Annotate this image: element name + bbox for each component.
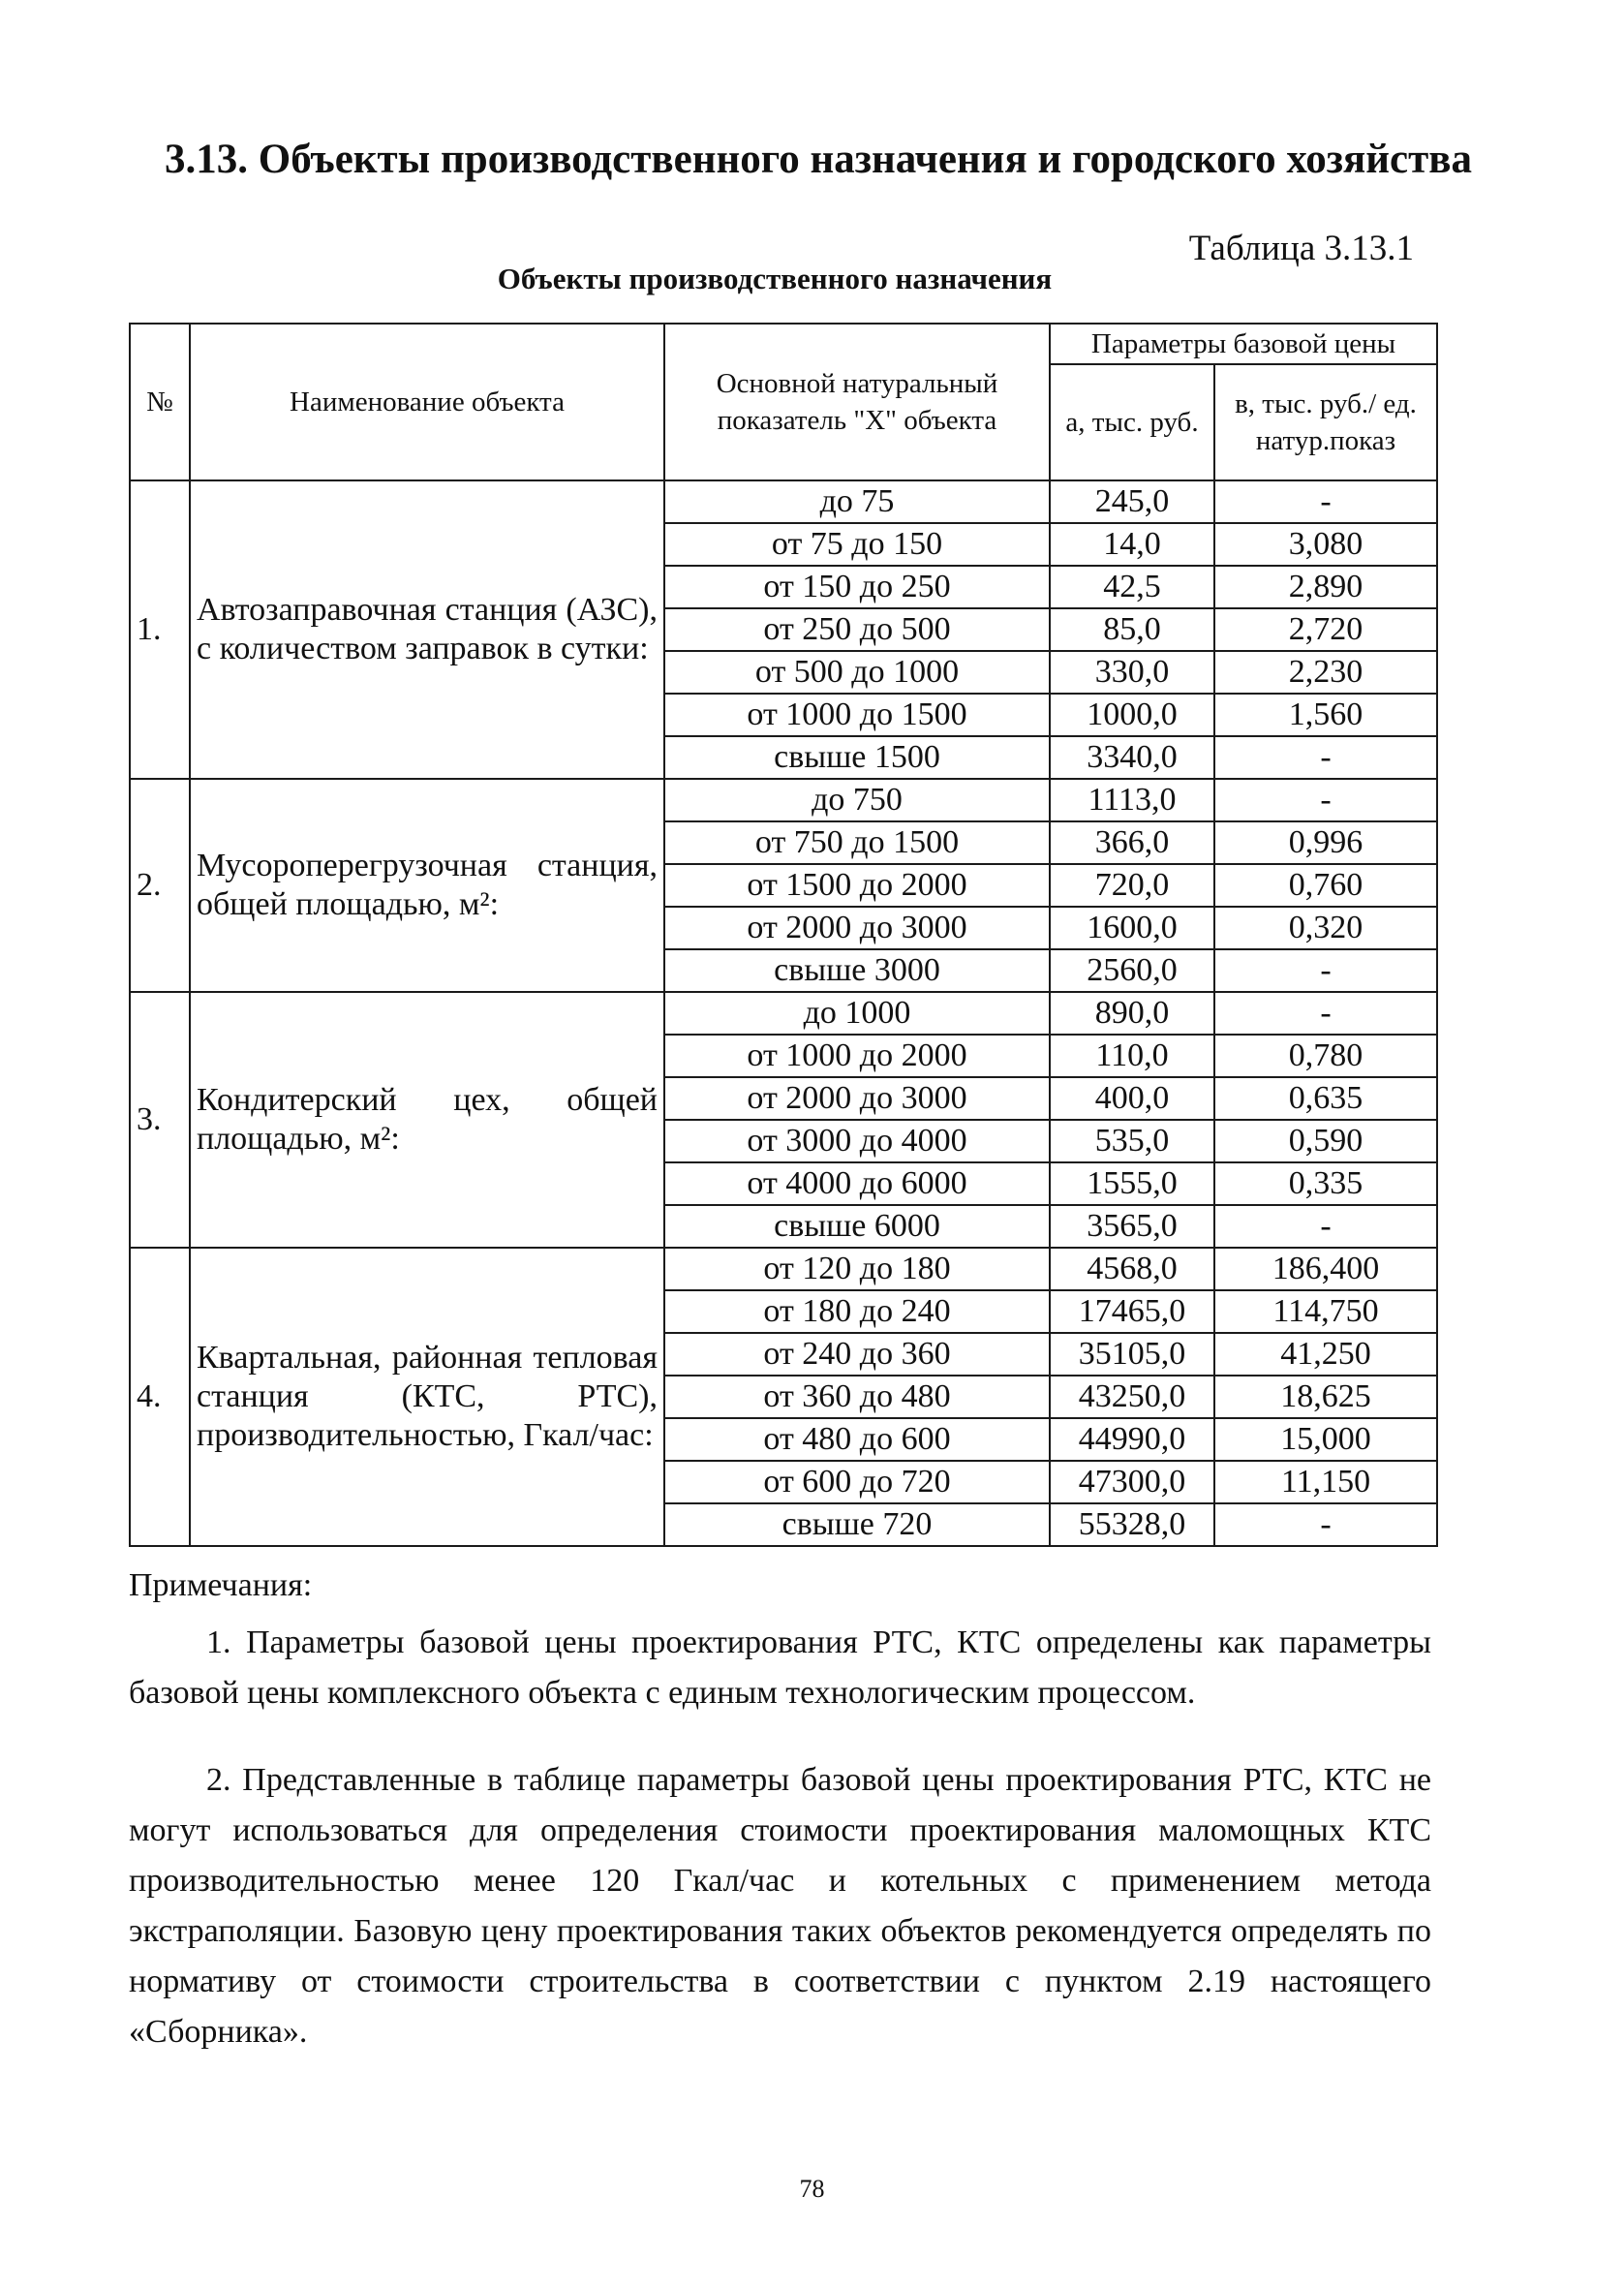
table-row (130, 992, 1437, 1035)
indicator-range: от 250 до 500 (664, 608, 1050, 651)
note-2: 2. Представленные в таблице параметры базовой цены проектирования РТС, КТС не могут использоваться для определения стоимости проектирования маломощных КТС производительностью менее 120 Гкал/час и котельных с применением метода экстраполяции. Базовую цену проектирования таких объектов рекомендуется определять по нормативу от стоимости строительства в соответствии с пунктом 2.19 настоящего «Сборника». (129, 1762, 1431, 2050)
param-b: 1,560 (1214, 694, 1437, 736)
param-a: 55328,0 (1050, 1503, 1214, 1546)
param-a: 44990,0 (1050, 1418, 1214, 1461)
indicator-range: от 1000 до 2000 (664, 1035, 1050, 1077)
param-a: 14,0 (1050, 523, 1214, 566)
indicator-range: от 750 до 1500 (664, 821, 1050, 864)
param-b: 0,996 (1214, 821, 1437, 864)
table-header (130, 324, 1437, 480)
indicator-range: до 1000 (664, 992, 1050, 1035)
param-a: 17465,0 (1050, 1290, 1214, 1333)
indicator-range: от 600 до 720 (664, 1461, 1050, 1503)
indicator-range: от 2000 до 3000 (664, 1077, 1050, 1120)
indicator-range: от 1500 до 2000 (664, 864, 1050, 907)
param-a: 366,0 (1050, 821, 1214, 864)
section-heading: 3.13. Объекты производственного назначения и городского хозяйства (165, 137, 1472, 182)
indicator-range: от 2000 до 3000 (664, 907, 1050, 949)
param-b: 186,400 (1214, 1248, 1437, 1290)
param-b: 3,080 (1214, 523, 1437, 566)
indicator-range: от 3000 до 4000 (664, 1120, 1050, 1162)
indicator-range: от 240 до 360 (664, 1333, 1050, 1376)
param-a: 2560,0 (1050, 949, 1214, 992)
table-row (130, 779, 1437, 821)
param-a: 3340,0 (1050, 736, 1214, 779)
param-a: 4568,0 (1050, 1248, 1214, 1290)
indicator-range: от 150 до 250 (664, 566, 1050, 608)
param-a: 535,0 (1050, 1120, 1214, 1162)
param-b: 11,150 (1214, 1461, 1437, 1503)
param-b: 2,720 (1214, 608, 1437, 651)
header-indicator: Основной натуральный показатель "X" объекта (664, 324, 1050, 480)
param-b: 0,635 (1214, 1077, 1437, 1120)
param-a: 1113,0 (1050, 779, 1214, 821)
row-number: 3. (130, 992, 190, 1248)
indicator-range: от 180 до 240 (664, 1290, 1050, 1333)
param-a: 1000,0 (1050, 694, 1214, 736)
param-b: - (1214, 1205, 1437, 1248)
param-b: 15,000 (1214, 1418, 1437, 1461)
param-a: 245,0 (1050, 480, 1214, 523)
param-a: 35105,0 (1050, 1333, 1214, 1376)
indicator-range: от 360 до 480 (664, 1376, 1050, 1418)
object-name: Мусороперегрузочная станция, общей площадью, м²: (190, 779, 664, 992)
indicator-range: свыше 720 (664, 1503, 1050, 1546)
param-b: 0,780 (1214, 1035, 1437, 1077)
object-name: Квартальная, районная тепловая станция (КТС, РТС), производительностью, Гкал/час: (190, 1248, 664, 1546)
param-a: 1555,0 (1050, 1162, 1214, 1205)
base-price-table (129, 323, 1438, 1547)
indicator-range: от 120 до 180 (664, 1248, 1050, 1290)
header-num: № (130, 324, 190, 480)
indicator-range: свыше 1500 (664, 736, 1050, 779)
header-a: а, тыс. руб. (1050, 364, 1214, 480)
param-b: 2,230 (1214, 651, 1437, 694)
indicator-range: до 75 (664, 480, 1050, 523)
param-b: 18,625 (1214, 1376, 1437, 1418)
param-b: - (1214, 992, 1437, 1035)
table-row (130, 1248, 1437, 1290)
indicator-range: от 1000 до 1500 (664, 694, 1050, 736)
param-b: 2,890 (1214, 566, 1437, 608)
indicator-range: от 4000 до 6000 (664, 1162, 1050, 1205)
param-a: 110,0 (1050, 1035, 1214, 1077)
param-b: - (1214, 736, 1437, 779)
object-name: Автозаправочная станция (АЗС), с количеством заправок в сутки: (190, 480, 664, 779)
table-title: Объекты производственного назначения (497, 262, 1053, 295)
notes-label: Примечания: (129, 1567, 313, 1603)
note-1: 1. Параметры базовой цены проектирования РТС, КТС определены как параметры базовой цены комплексного объекта с единым технологическим процессом. (129, 1624, 1431, 1711)
param-b: 114,750 (1214, 1290, 1437, 1333)
param-b: - (1214, 480, 1437, 523)
row-number: 1. (130, 480, 190, 779)
param-b: 0,590 (1214, 1120, 1437, 1162)
param-a: 42,5 (1050, 566, 1214, 608)
object-name: Кондитерский цех, общей площадью, м²: (190, 992, 664, 1248)
param-b: - (1214, 949, 1437, 992)
indicator-range: до 750 (664, 779, 1050, 821)
param-b: 0,335 (1214, 1162, 1437, 1205)
indicator-range: от 480 до 600 (664, 1418, 1050, 1461)
header-b: в, тыс. руб./ ед. натур.показ (1214, 364, 1437, 480)
param-b: 0,320 (1214, 907, 1437, 949)
param-a: 3565,0 (1050, 1205, 1214, 1248)
param-a: 720,0 (1050, 864, 1214, 907)
param-a: 43250,0 (1050, 1376, 1214, 1418)
param-a: 330,0 (1050, 651, 1214, 694)
indicator-range: свыше 3000 (664, 949, 1050, 992)
header-params: Параметры базовой цены (1050, 324, 1437, 364)
param-a: 85,0 (1050, 608, 1214, 651)
indicator-range: от 75 до 150 (664, 523, 1050, 566)
page-number: 78 (799, 2175, 825, 2203)
param-b: 41,250 (1214, 1333, 1437, 1376)
param-b: - (1214, 779, 1437, 821)
table-row (130, 480, 1437, 523)
param-b: 0,760 (1214, 864, 1437, 907)
table-body (130, 480, 1437, 1546)
param-a: 890,0 (1050, 992, 1214, 1035)
indicator-range: свыше 6000 (664, 1205, 1050, 1248)
row-number: 4. (130, 1248, 190, 1546)
param-a: 1600,0 (1050, 907, 1214, 949)
indicator-range: от 500 до 1000 (664, 651, 1050, 694)
param-a: 47300,0 (1050, 1461, 1214, 1503)
param-a: 400,0 (1050, 1077, 1214, 1120)
param-b: - (1214, 1503, 1437, 1546)
row-number: 2. (130, 779, 190, 992)
header-name: Наименование объекта (190, 324, 664, 480)
table-number: Таблица 3.13.1 (1188, 229, 1414, 268)
